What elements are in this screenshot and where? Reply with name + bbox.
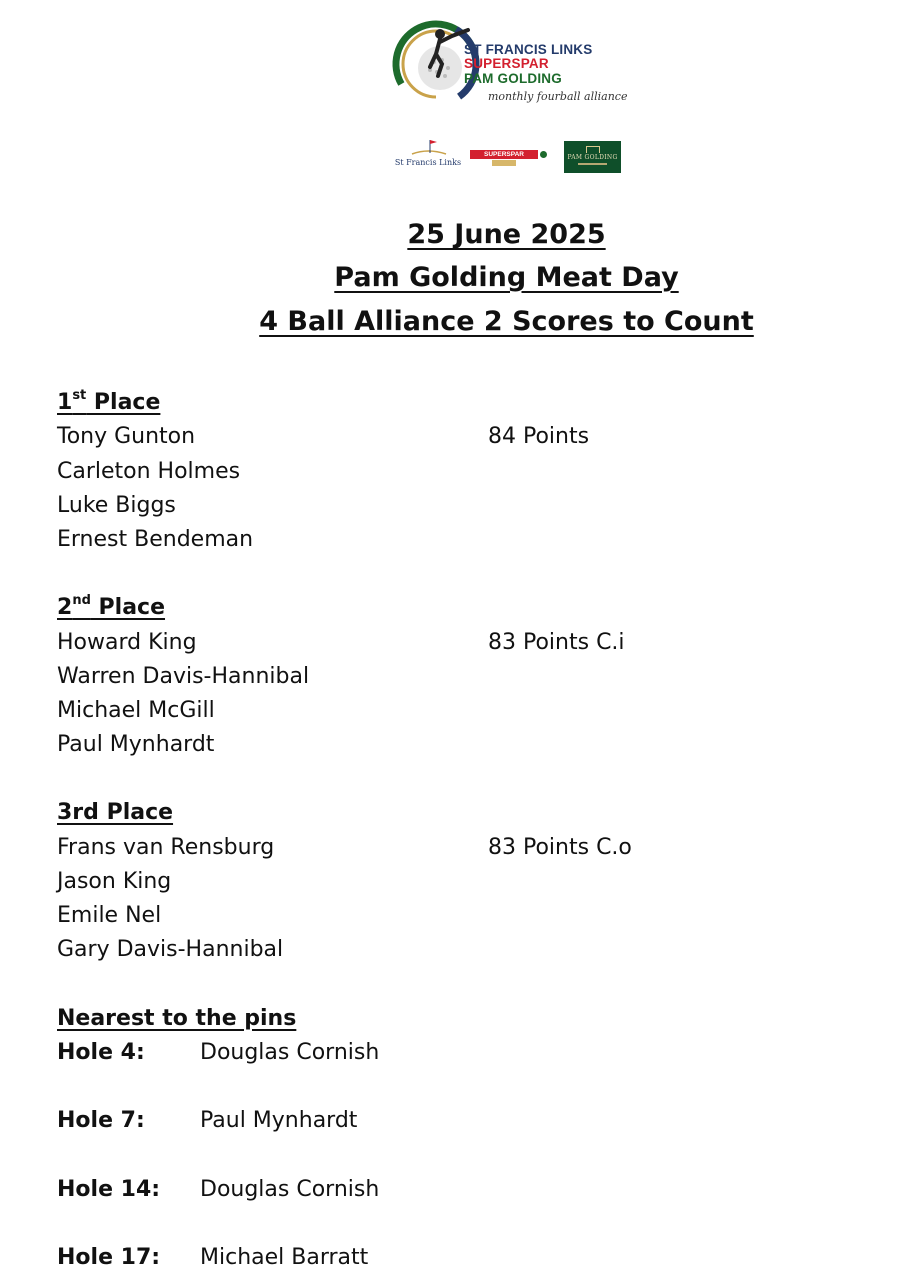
hole-winner: Douglas Cornish xyxy=(200,1177,380,1202)
crest-icon xyxy=(586,146,600,153)
logo-sponsor-pam: PAM GOLDING xyxy=(464,71,562,86)
st-francis-links-logo xyxy=(392,138,464,172)
place-number: 1 xyxy=(57,390,73,415)
hole-winner: Michael Barratt xyxy=(200,1245,369,1270)
superspar-logo xyxy=(470,150,546,170)
place-label: Place xyxy=(90,595,166,620)
player-name: Michael McGill xyxy=(57,698,215,723)
third-place-points: 83 Points C.o xyxy=(488,835,632,860)
player-name: Warren Davis-Hannibal xyxy=(57,664,310,689)
player-name: Howard King xyxy=(57,630,197,655)
logo-club-name: ST FRANCIS LINKS xyxy=(464,42,593,57)
pam-subline xyxy=(578,163,607,165)
alliance-logo xyxy=(384,8,634,120)
hole-label: Hole 7: xyxy=(57,1108,145,1133)
place-ordinal-suffix: st xyxy=(72,388,87,403)
player-name: Frans van Rensburg xyxy=(57,835,275,860)
nearest-pins-heading: Nearest to the pins xyxy=(57,1006,297,1031)
pam-golding-text: PAM GOLDING xyxy=(567,154,618,161)
event-format: 4 Ball Alliance 2 Scores to Count xyxy=(259,306,754,337)
logo-tagline: monthly fourball alliance xyxy=(488,90,628,103)
player-name: Paul Mynhardt xyxy=(57,732,215,757)
hole-label: Hole 14: xyxy=(57,1177,161,1202)
superspar-text: SUPERSPAR xyxy=(470,150,538,159)
player-name: Emile Nel xyxy=(57,903,162,928)
hole-winner: Paul Mynhardt xyxy=(200,1108,358,1133)
hole-label: Hole 4: xyxy=(57,1040,145,1065)
event-date: 25 June 2025 xyxy=(407,219,606,250)
place-number: 2 xyxy=(57,595,73,620)
sponsor-logos xyxy=(384,138,634,178)
pam-golding-logo xyxy=(564,141,621,173)
third-place-heading: 3rd Place xyxy=(57,800,174,825)
spar-dot-icon xyxy=(540,151,547,158)
st-francis-links-text: St Francis Links xyxy=(394,158,462,167)
event-logo xyxy=(384,8,634,188)
second-place-heading xyxy=(57,595,165,621)
player-name: Carleton Holmes xyxy=(57,459,241,484)
place-ordinal-suffix: nd xyxy=(72,593,91,608)
spar-subline xyxy=(492,160,516,166)
first-place-points: 84 Points xyxy=(488,424,590,449)
player-name: Gary Davis-Hannibal xyxy=(57,937,284,962)
logo-sponsor-spar: SUPERSPAR xyxy=(464,56,549,71)
second-place-points: 83 Points C.i xyxy=(488,630,625,655)
player-name: Tony Gunton xyxy=(57,424,196,449)
hole-label: Hole 17: xyxy=(57,1245,161,1270)
flag-icon xyxy=(392,138,464,158)
place-label: Place xyxy=(86,390,161,415)
player-name: Luke Biggs xyxy=(57,493,176,518)
event-name: Pam Golding Meat Day xyxy=(334,262,679,293)
first-place-heading xyxy=(57,390,160,416)
hole-winner: Douglas Cornish xyxy=(200,1040,380,1065)
player-name: Ernest Bendeman xyxy=(57,527,254,552)
player-name: Jason King xyxy=(57,869,172,894)
